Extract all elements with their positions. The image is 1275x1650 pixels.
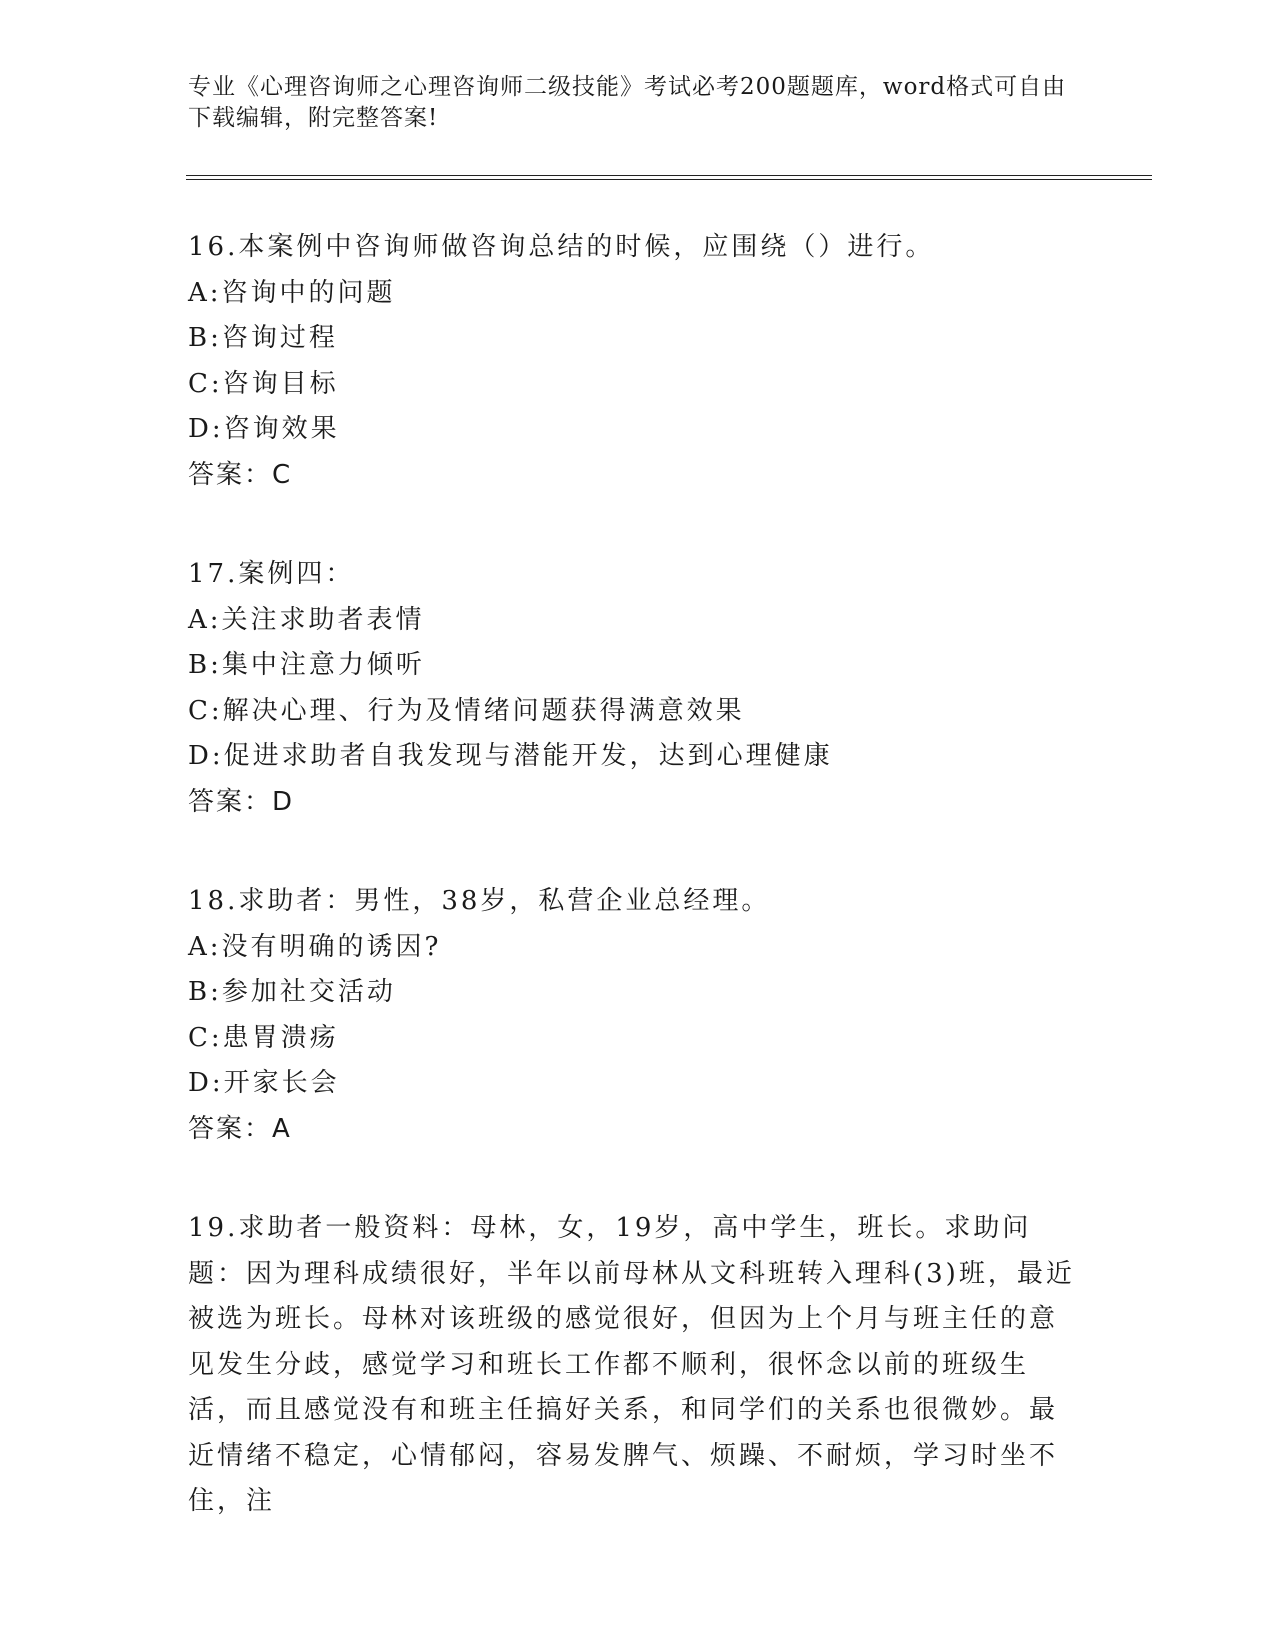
option-d: D:促进求助者自我发现与潜能开发，达到心理健康 — [188, 741, 833, 771]
question-stem: 17.案例四： — [188, 559, 355, 589]
question-stem: 19.求助者一般资料：母林，女，19岁，高中学生，班长。求助问题：因为理科成绩很好，半年以前母林从文科班转入理科(3)班，最近被选为班长。母林对该班级的感觉很好，但因为上个月与班主任的意见发生分歧，感觉学习和班长工作都不顺利，很怀念以前的班级生活，而且感觉没有和班主任搞好关系，和同学们的关系也很微妙。最近情绪不稳定，心情郁闷，容易发脾气、烦躁、不耐烦，学习时坐不住，注 — [188, 1213, 1075, 1516]
question-18 — [188, 879, 1088, 1152]
question-17 — [188, 552, 1088, 825]
option-b: B:参加社交活动 — [188, 977, 396, 1007]
question-list — [188, 225, 1088, 1579]
option-b: B:咨询过程 — [188, 323, 338, 353]
question-19 — [188, 1206, 1088, 1525]
option-b: B:集中注意力倾听 — [188, 650, 425, 680]
option-d: D:咨询效果 — [188, 414, 340, 444]
question-stem: 16.本案例中咨询师做咨询总结的时候，应围绕（）进行。 — [188, 232, 935, 262]
question-stem: 18.求助者：男性，38岁，私营企业总经理。 — [188, 886, 771, 916]
answer-line: 答案：D — [188, 786, 295, 817]
option-a: A:没有明确的诱因? — [188, 931, 442, 962]
option-c: C:患胃溃疡 — [188, 1022, 339, 1053]
option-c: C:解决心理、行为及情绪问题获得满意效果 — [188, 695, 745, 726]
option-c: C:咨询目标 — [188, 368, 339, 399]
option-d: D:开家长会 — [188, 1068, 340, 1098]
option-a: A:咨询中的问题 — [188, 277, 396, 308]
option-a: A:关注求助者表情 — [188, 604, 425, 635]
header-divider-bottom — [186, 179, 1152, 180]
answer-line: 答案：A — [188, 1113, 292, 1144]
header-divider-top — [186, 175, 1152, 176]
question-16 — [188, 225, 1088, 498]
document-header: 专业《心理咨询师之心理咨询师二级技能》考试必考200题题库，word格式可自由下载编辑，附完整答案! — [188, 74, 1067, 131]
answer-line: 答案：C — [188, 459, 293, 490]
